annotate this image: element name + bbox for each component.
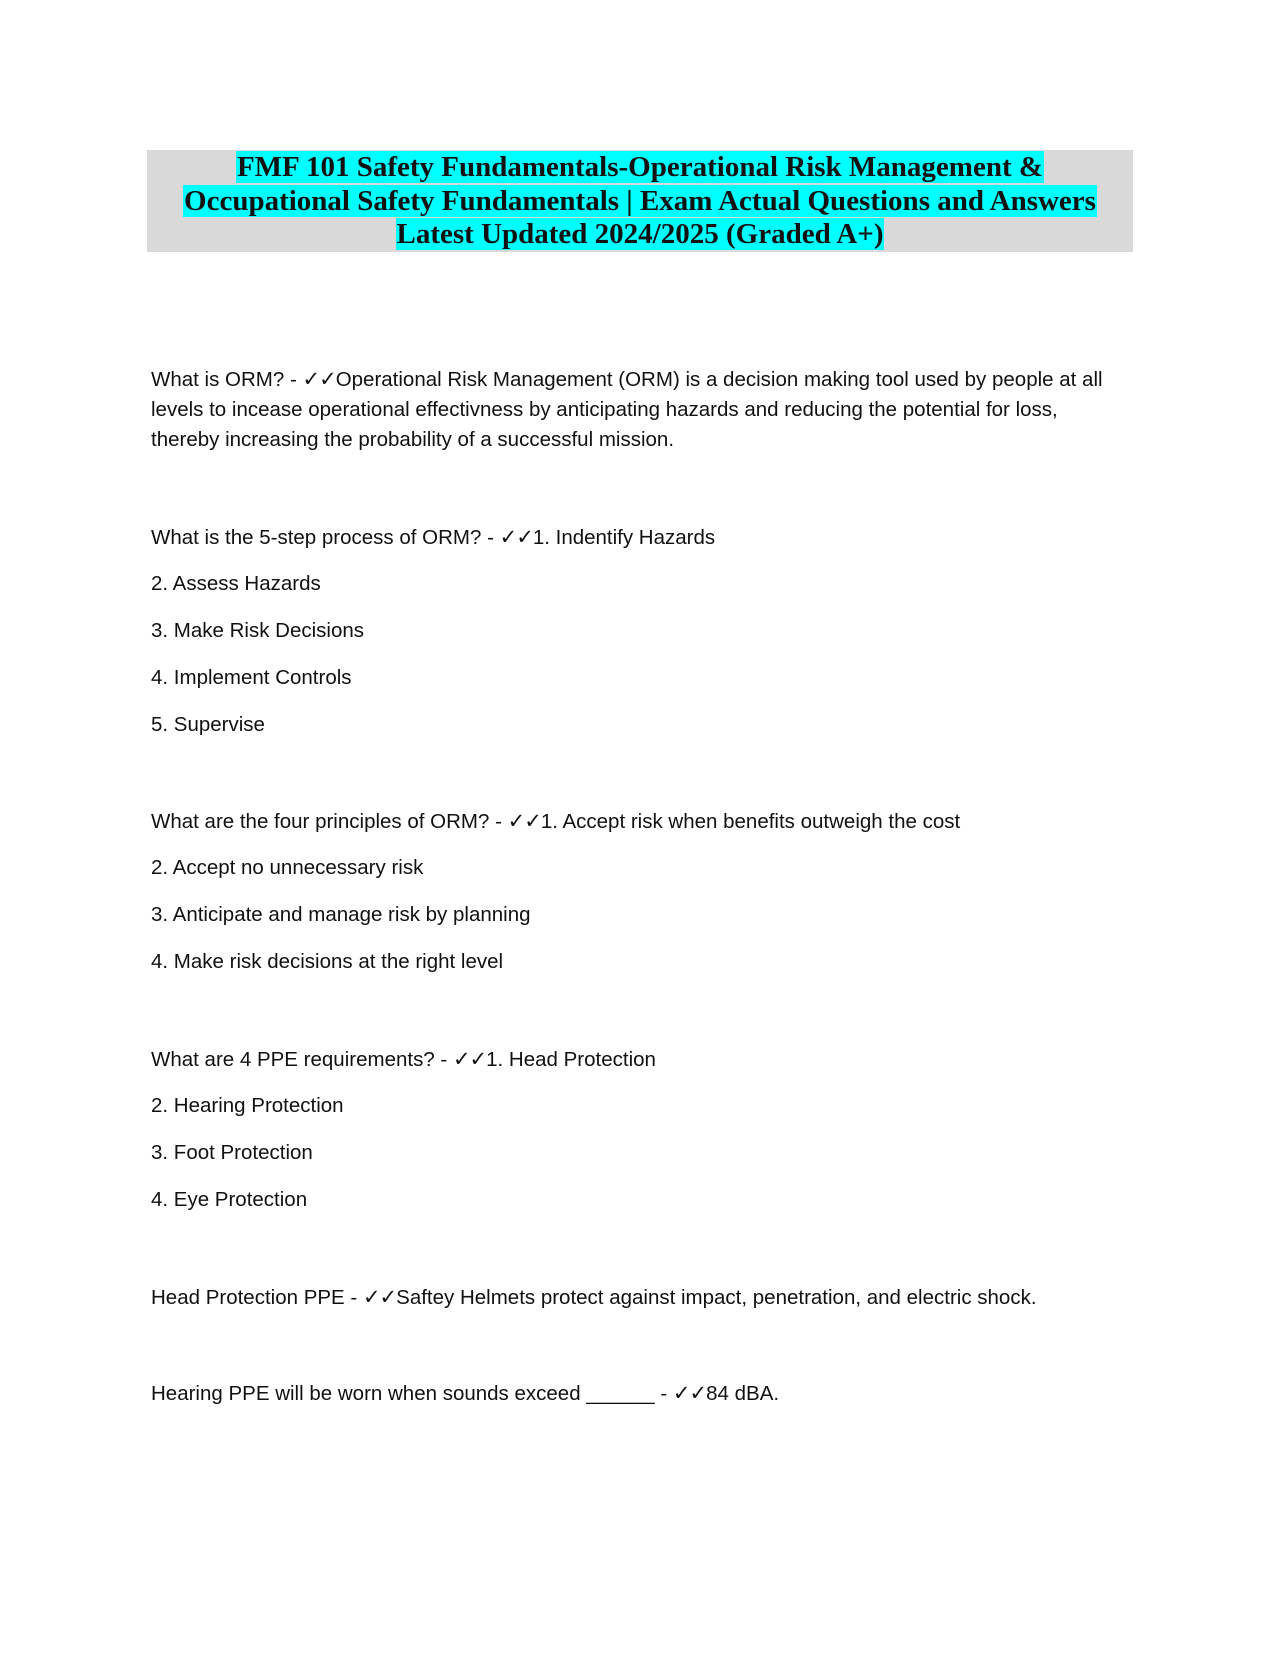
qa-line [151,1044,1131,1075]
qa-line [151,364,1131,395]
answer-text: thereby increasing the probability of a successful mission. [151,428,675,451]
document-title [147,150,1133,252]
question-text: Hearing PPE will be worn when sounds exceed ______ - [151,1382,673,1405]
check-icon: ✓✓ [452,1047,487,1071]
question-text: What are the four principles of ORM? - [151,810,508,833]
list-item: 4. Make risk decisions at the right level [151,950,504,973]
answer-text: 1. Accept risk when benefits outweigh the cost [540,810,961,833]
qa-line [151,1282,1131,1313]
title-line-3: Latest Updated 2024/2025 (Graded A+) [396,218,884,250]
answer-text: Operational Risk Management (ORM) is a decision making tool used by people at all [335,368,1103,391]
question-text: What are 4 PPE requirements? - [151,1048,453,1071]
list-item: 3. Anticipate and manage risk by planning [151,903,531,926]
check-icon: ✓✓ [499,525,533,549]
answer-text: levels to incease operational effectivness by anticipating hazards and reducing the potential for loss, [151,398,1058,421]
answer-text: 84 dBA. [706,1382,780,1405]
check-icon: ✓✓ [507,809,541,833]
check-icon: ✓✓ [362,1285,397,1309]
qa-line [151,522,1131,553]
title-line-2: Occupational Safety Fundamentals | Exam Actual Questions and Answers [184,184,1096,217]
list-item: 4. Eye Protection [151,1188,308,1211]
title-line-1: FMF 101 Safety Fundamentals-Operational Risk Management & [236,151,1044,183]
list-item: 2. Accept no unnecessary risk [151,856,424,879]
list-item: 3. Make Risk Decisions [151,619,365,642]
qa-line [151,1378,1131,1409]
list-item: 4. Implement Controls [151,666,352,689]
check-icon: ✓✓ [302,367,336,391]
list-item: 3. Foot Protection [151,1141,313,1164]
qa-line [151,806,1131,837]
answer-text: Saftey Helmets protect against impact, penetration, and electric shock. [396,1286,1037,1309]
question-text: Head Protection PPE - [151,1286,363,1309]
answer-text: 1. Indentify Hazards [532,526,716,549]
list-item: 2. Assess Hazards [151,572,321,595]
answer-text: 1. Head Protection [486,1048,656,1071]
list-item: 2. Hearing Protection [151,1094,344,1117]
question-text: What is ORM? - [151,368,303,391]
question-text: What is the 5-step process of ORM? - [151,526,500,549]
list-item: 5. Supervise [151,713,265,736]
check-icon: ✓✓ [672,1381,707,1405]
qa-orm-definition [151,364,1131,455]
